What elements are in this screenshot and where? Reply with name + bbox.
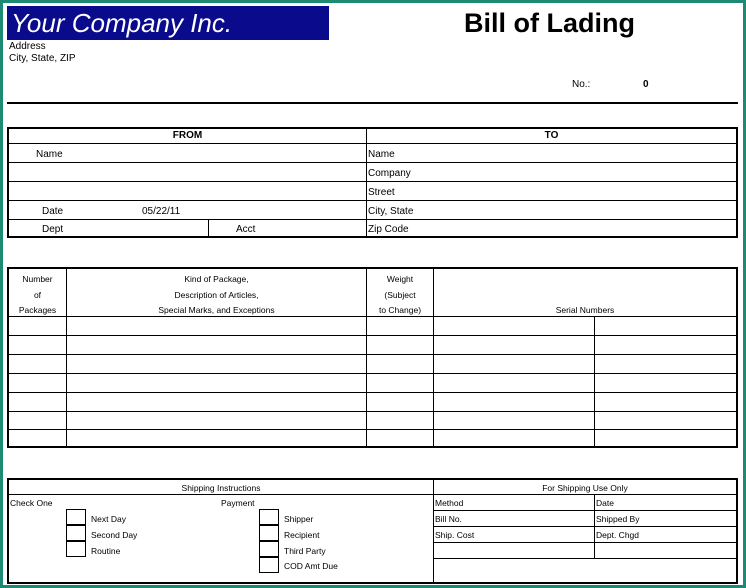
items-table [7, 267, 738, 448]
address-line-1: Address [9, 41, 46, 52]
number-value: 0 [643, 79, 649, 90]
from-date-label: Date [42, 206, 64, 217]
to-name-label: Name [368, 149, 395, 160]
routine-label: Routine [91, 546, 121, 556]
shipper-label: Shipper [284, 514, 314, 524]
to-street-label: Street [368, 187, 395, 198]
bill-no-label: Bill No. [435, 514, 462, 524]
company-name: Your Company Inc. [7, 6, 329, 40]
shipping-instructions-header: Shipping Instructions [181, 483, 261, 493]
cod-amt-due-checkbox[interactable] [259, 557, 279, 573]
address-line-2: City, State, ZIP [9, 53, 76, 64]
shipper-checkbox[interactable] [259, 509, 279, 525]
to-header: TO [544, 130, 559, 141]
number-label: No.: [572, 79, 591, 90]
to-city-state-label: City, State [368, 206, 414, 217]
col-number-line3: Packages [18, 305, 57, 315]
from-acct-label: Acct [236, 224, 256, 235]
routine-checkbox[interactable] [66, 541, 86, 557]
next-day-checkbox[interactable] [66, 509, 86, 525]
third-party-checkbox[interactable] [259, 541, 279, 557]
header-divider [7, 102, 738, 104]
col-number-line1: Number [22, 274, 53, 284]
document-title: Bill of Lading [464, 8, 635, 38]
col-weight-line2: (Subject [384, 290, 416, 300]
second-day-label: Second Day [91, 530, 138, 540]
col-number-line2: of [33, 290, 42, 300]
from-date-value: 05/22/11 [142, 206, 181, 217]
date-label: Date [596, 498, 614, 508]
col-weight-line1: Weight [386, 274, 414, 284]
check-one-label: Check One [10, 498, 53, 508]
col-kind-line2: Description of Articles, [174, 290, 259, 300]
third-party-label: Third Party [284, 546, 326, 556]
recipient-checkbox[interactable] [259, 525, 279, 541]
cod-amt-due-label: COD Amt Due [284, 561, 338, 571]
to-company-label: Company [368, 168, 411, 179]
payment-label: Payment [221, 498, 255, 508]
col-kind-line1: Kind of Package, [184, 274, 249, 284]
recipient-label: Recipient [284, 530, 320, 540]
next-day-label: Next Day [91, 514, 126, 524]
shipping-use-only-header: For Shipping Use Only [542, 483, 628, 493]
shipped-by-label: Shipped By [596, 514, 640, 524]
from-dept-label: Dept [42, 224, 64, 235]
from-to-table [7, 127, 738, 238]
from-name-label: Name [36, 149, 63, 160]
method-label: Method [435, 498, 464, 508]
col-serial-numbers: Serial Numbers [555, 305, 615, 315]
shipping-section [7, 478, 738, 584]
dept-chgd-label: Dept. Chgd [596, 530, 639, 540]
col-weight-line3: to Change) [378, 305, 422, 315]
second-day-checkbox[interactable] [66, 525, 86, 541]
col-kind-line3: Special Marks, and Exceptions [158, 305, 275, 315]
from-header: FROM [172, 130, 203, 141]
to-zip-label: Zip Code [368, 224, 409, 235]
ship-cost-label: Ship. Cost [435, 530, 475, 540]
